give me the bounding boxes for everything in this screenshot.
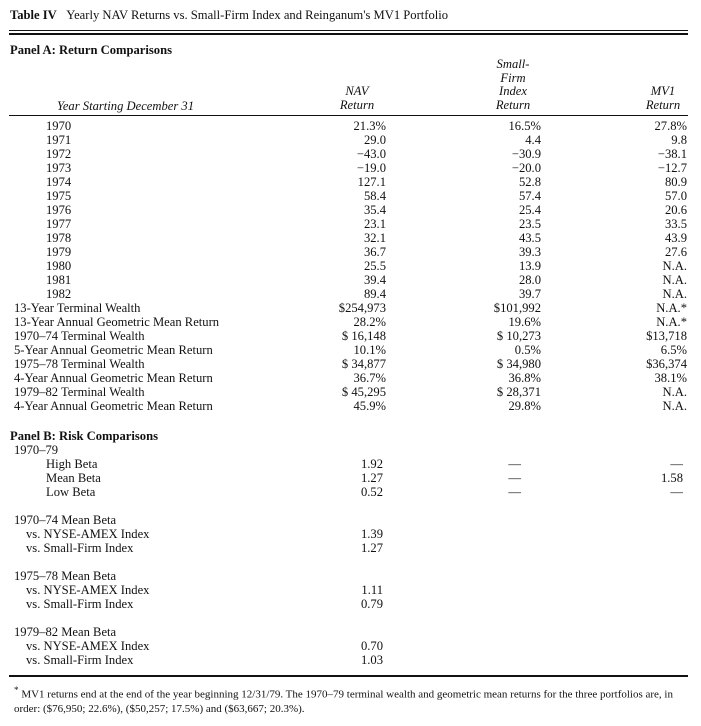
footnote (14, 683, 686, 716)
small-firm-value-cell: −30.9 (511, 147, 541, 161)
nav-header-line: Return (339, 97, 375, 112)
row-label: 1970–74 Mean Beta (14, 513, 117, 527)
mv1-value-cell: N.A. (662, 385, 687, 399)
mv1-value-cell: 27.8% (654, 119, 687, 133)
mv1-value-cell: $13,718 (646, 329, 687, 343)
nav-beta-cell: 1.11 (361, 583, 383, 597)
small-firm-value-cell: 57.4 (518, 189, 541, 203)
nav-value-cell: 35.4 (363, 203, 386, 217)
nav-beta-cell: 1.27 (360, 471, 383, 485)
row-label: 1976 (46, 203, 72, 217)
table-number: Table IV (10, 8, 57, 22)
nav-value-cell: −43.0 (356, 147, 386, 161)
mv1-beta-cell: — (670, 457, 683, 471)
header-rule (9, 115, 688, 116)
small-firm-beta-cell: — (508, 457, 521, 471)
row-label: 1981 (46, 273, 72, 287)
bottom-rule (9, 675, 688, 677)
small-firm-value-cell: 39.3 (518, 245, 541, 259)
row-label: 1971 (46, 133, 72, 147)
footnote-marker: * (14, 685, 19, 695)
nav-value-cell: 45.9% (353, 399, 386, 413)
row-label: 1975 (46, 189, 72, 203)
row-label: 1978 (46, 231, 72, 245)
row-label: 1975–78 Mean Beta (14, 569, 117, 583)
small-firm-value-cell: −20.0 (511, 161, 541, 175)
mv1-value-cell: N.A. (662, 273, 687, 287)
top-rule-thin (9, 30, 688, 31)
small-firm-value-cell: $101,992 (493, 301, 541, 315)
row-label: 1970–79 (14, 443, 59, 457)
nav-beta-cell: 1.39 (360, 527, 383, 541)
nav-value-cell: 36.7% (353, 371, 386, 385)
row-label: High Beta (46, 457, 98, 471)
small-firm-value-cell: 23.5 (518, 217, 541, 231)
small-firm-value-cell: $ 34,980 (496, 357, 541, 371)
nav-value-cell: 10.1% (353, 343, 386, 357)
small-firm-value-cell: $ 10,273 (496, 329, 541, 343)
small-firm-value-cell: 28.0 (518, 273, 541, 287)
row-label: Mean Beta (46, 471, 101, 485)
small-header-line: Index (499, 84, 527, 98)
row-label: 1970–74 Terminal Wealth (14, 329, 145, 343)
row-label: 1974 (46, 175, 72, 189)
small-header-line: Return (495, 97, 531, 112)
row-label: 5-Year Annual Geometric Mean Return (14, 343, 213, 357)
row-label: 1979–82 Terminal Wealth (14, 385, 145, 399)
row-label: 13-Year Annual Geometric Mean Return (14, 315, 220, 329)
footnote-text: MV1 returns end at the end of the year beginning 12/31/79. The 1970–79 terminal wealth and geometric mean returns for the three portfolios are, in order: ($76,950; 22.6%), ($50,257; 17.5%) and ($63,667; 20.3%). (14, 688, 673, 715)
nav-beta-cell: 0.70 (360, 639, 383, 653)
nav-value-cell: 39.4 (363, 273, 386, 287)
nav-beta-cell: 0.79 (360, 597, 383, 611)
mv1-value-cell: N.A.* (656, 315, 687, 329)
nav-value-cell: 23.1 (363, 217, 386, 231)
small-firm-column-header (488, 58, 538, 112)
nav-value-cell: 25.5 (363, 259, 386, 273)
nav-value-cell: 29.0 (363, 133, 386, 147)
nav-value-cell: $ 45,295 (341, 385, 386, 399)
small-header-line: Small- (496, 57, 530, 71)
mv1-beta-cell: 1.58 (660, 471, 683, 485)
nav-column-header (332, 85, 382, 112)
mv1-column-header (638, 85, 688, 112)
nav-value-cell: 58.4 (363, 189, 386, 203)
mv1-header-line: MV1 (650, 84, 676, 98)
small-firm-value-cell: $ 28,371 (496, 385, 541, 399)
mv1-value-cell: 33.5 (664, 217, 687, 231)
small-firm-beta-cell: — (508, 485, 521, 499)
row-label: vs. Small-Firm Index (26, 653, 134, 667)
small-firm-value-cell: 29.8% (508, 399, 541, 413)
row-label: vs. NYSE-AMEX Index (26, 527, 150, 541)
row-label: 1979–82 Mean Beta (14, 625, 117, 639)
nav-beta-cell: 1.92 (360, 457, 383, 471)
small-firm-value-cell: 16.5% (508, 119, 541, 133)
mv1-header-line: Return (645, 97, 681, 112)
row-label: vs. Small-Firm Index (26, 541, 134, 555)
row-label: 4-Year Annual Geometric Mean Return (14, 399, 213, 413)
mv1-value-cell: 80.9 (664, 175, 687, 189)
mv1-value-cell: 38.1% (654, 371, 687, 385)
row-label: 1977 (46, 217, 72, 231)
small-firm-value-cell: 4.4 (525, 133, 541, 147)
table-title (10, 8, 448, 22)
row-label: 1980 (46, 259, 72, 273)
mv1-value-cell: −38.1 (657, 147, 687, 161)
row-label: vs. NYSE-AMEX Index (26, 639, 150, 653)
small-firm-value-cell: 43.5 (518, 231, 541, 245)
row-label: vs. NYSE-AMEX Index (26, 583, 150, 597)
nav-value-cell: 32.1 (363, 231, 386, 245)
nav-value-cell: 21.3% (353, 119, 386, 133)
table-caption: Yearly NAV Returns vs. Small-Firm Index and Reinganum's MV1 Portfolio (66, 8, 449, 22)
row-label: 1973 (46, 161, 72, 175)
nav-beta-cell: 1.27 (360, 541, 383, 555)
nav-value-cell: 127.1 (357, 175, 386, 189)
row-label: 1982 (46, 287, 72, 301)
mv1-value-cell: N.A.* (656, 301, 687, 315)
small-firm-beta-cell: — (508, 471, 521, 485)
row-label: 1972 (46, 147, 72, 161)
row-label: 1975–78 Terminal Wealth (14, 357, 145, 371)
row-label: Low Beta (46, 485, 96, 499)
row-header: Year Starting December 31 (57, 99, 195, 113)
row-label: 1970 (46, 119, 72, 133)
nav-header-line: NAV (345, 84, 369, 98)
mv1-value-cell: 9.8 (671, 133, 687, 147)
nav-value-cell: 28.2% (353, 315, 386, 329)
mv1-value-cell: 27.6 (664, 245, 687, 259)
row-label: 1979 (46, 245, 72, 259)
panel-a-heading: Panel A: Return Comparisons (10, 43, 172, 57)
nav-value-cell: $ 16,148 (341, 329, 386, 343)
row-label: 13-Year Terminal Wealth (14, 301, 141, 315)
small-firm-value-cell: 13.9 (518, 259, 541, 273)
nav-value-cell: −19.0 (356, 161, 386, 175)
mv1-value-cell: −12.7 (657, 161, 687, 175)
mv1-value-cell: 43.9 (664, 231, 687, 245)
nav-beta-cell: 0.52 (360, 485, 383, 499)
small-firm-value-cell: 36.8% (508, 371, 541, 385)
nav-beta-cell: 1.03 (360, 653, 383, 667)
small-header-line: Firm (500, 70, 526, 85)
row-label: vs. Small-Firm Index (26, 597, 134, 611)
nav-value-cell: 89.4 (363, 287, 386, 301)
mv1-beta-cell: — (670, 485, 683, 499)
mv1-value-cell: N.A. (662, 287, 687, 301)
row-label: 4-Year Annual Geometric Mean Return (14, 371, 213, 385)
small-firm-value-cell: 0.5% (514, 343, 541, 357)
small-firm-value-cell: 25.4 (518, 203, 541, 217)
nav-value-cell: $254,973 (338, 301, 386, 315)
small-firm-value-cell: 19.6% (508, 315, 541, 329)
mv1-value-cell: $36,374 (646, 357, 687, 371)
mv1-value-cell: 6.5% (660, 343, 687, 357)
nav-value-cell: 36.7 (363, 245, 386, 259)
mv1-value-cell: 57.0 (664, 189, 687, 203)
nav-value-cell: $ 34,877 (341, 357, 386, 371)
mv1-value-cell: 20.6 (664, 203, 687, 217)
top-rule-thick (9, 33, 688, 35)
panel-b-heading: Panel B: Risk Comparisons (10, 429, 158, 443)
small-firm-value-cell: 39.7 (518, 287, 541, 301)
small-firm-value-cell: 52.8 (518, 175, 541, 189)
mv1-value-cell: N.A. (662, 399, 687, 413)
mv1-value-cell: N.A. (662, 259, 687, 273)
